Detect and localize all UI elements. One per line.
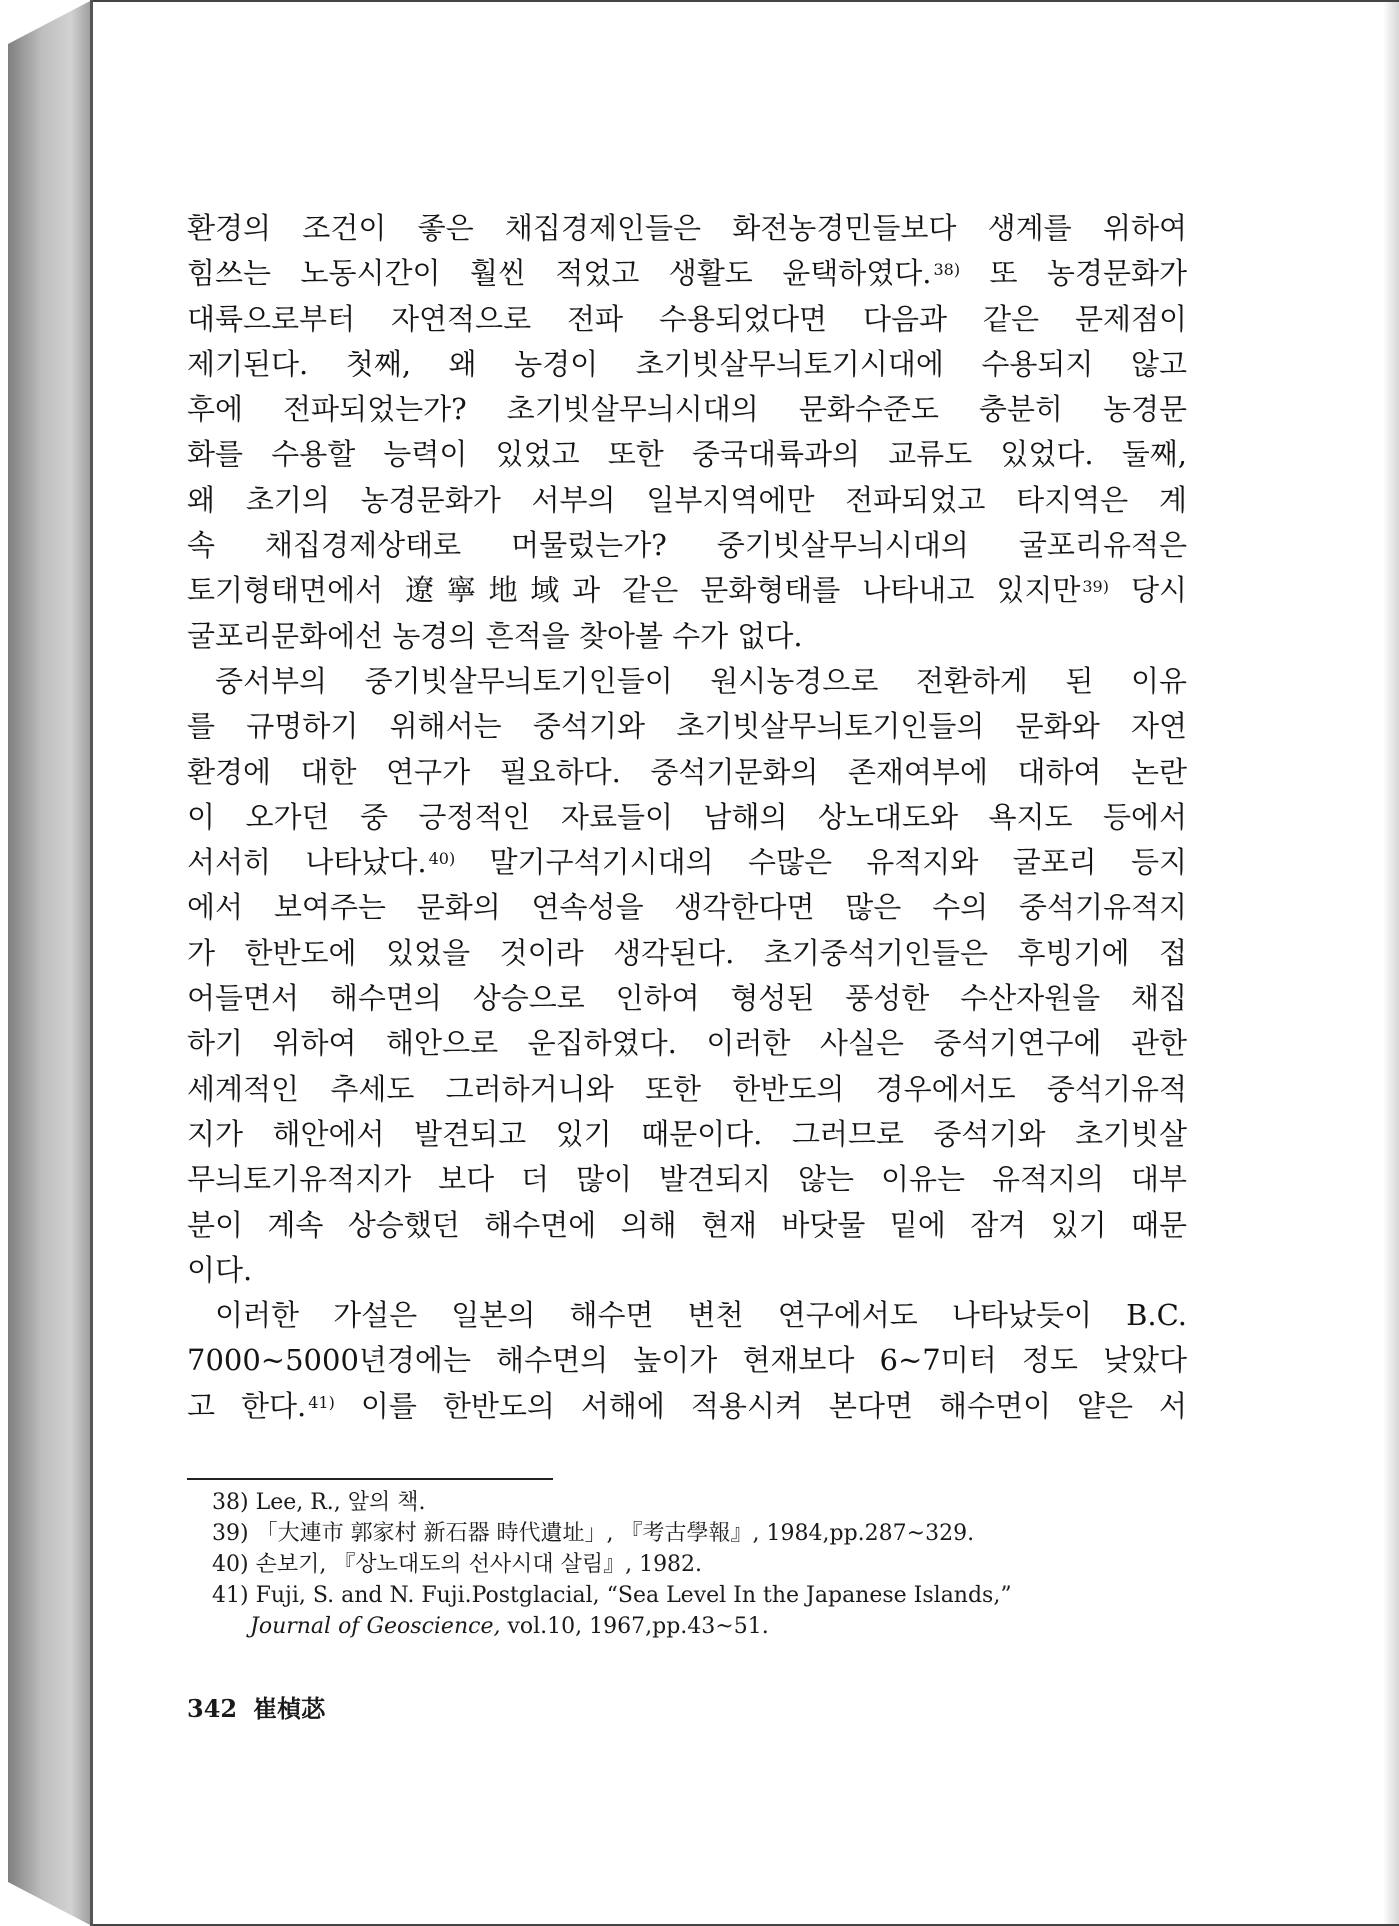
text-line: 힘쓰는 노동시간이 훨씬 적었고 생활도 윤택하였다. $^{38)}$ 또 농경문화가	[187, 256, 1187, 291]
footnote-ref: 39)	[1082, 577, 1109, 597]
text-line: 중서부의 중기빗살무늬토기인들이 원시농경으로 전환하게 된 이유	[215, 663, 1187, 698]
text-line: 환경에 대한 연구가 필요하다. 중석기문화의 존재여부에 대하여 논란	[187, 754, 1187, 789]
footnote-ref: 38)	[933, 260, 961, 280]
text-line: 고 한다. $^{41)}$ 이를 한반도의 서해에 적용시켜 본다면 해수면이 얕은 서	[187, 1388, 1188, 1423]
footnote: 39) 「大連市 郭家村 新石器 時代遺址」, 『考古學報』, 1984,pp.287~329.	[212, 1521, 975, 1546]
footnotes	[212, 1487, 1212, 1642]
text-line: 제기된다. 첫째, 왜 농경이 초기빗살무늬토기시대에 수용되지 않고	[187, 346, 1187, 381]
text-line: 지가 해안에서 발견되고 있기 때문이다. 그러므로 중석기와 초기빗살	[187, 1116, 1187, 1151]
text-line: 어들면서 해수면의 상승으로 인하여 형성된 풍성한 수산자원을 채집	[187, 981, 1187, 1016]
text-line: 환경의 조건이 좋은 채집경제인들은 화전농경민들보다 생계를 위하여	[187, 211, 1187, 245]
footnote: 40) 손보기, 『상노대도의 선사시대 살림』, 1982.	[212, 1552, 703, 1577]
book-spine	[8, 0, 92, 1926]
footnote-ref: 41)	[308, 1392, 335, 1412]
page-folio	[187, 1689, 341, 1724]
text-line: 하기 위하여 해안으로 운집하였다. 이러한 사실은 중석기연구에 관한	[187, 1026, 1187, 1061]
text-line: 후에 전파되었는가? 초기빗살무늬시대의 문화수준도 충분히 농경문	[187, 392, 1187, 427]
footnote-continuation: Journal of Geoscience, vol.10, 1967,pp.43~51.	[250, 1614, 769, 1639]
text-line: 이 오가던 중 긍정적인 자료들이 남해의 상노대도와 욕지도 등에서	[187, 799, 1187, 834]
text-line: 대륙으로부터 자연적으로 전파 수용되었다면 다음과 같은 문제점이	[187, 301, 1187, 336]
text-line: 를 규명하기 위해서는 중석기와 초기빗살무늬토기인들의 문화와 자연	[187, 709, 1187, 744]
text-line: 왜 초기의 농경문화가 서부의 일부지역에만 전파되었고 타지역은 계	[187, 482, 1187, 517]
text-line: 이러한 가설은 일본의 해수면 변천 연구에서도 나타났듯이 B.C.	[215, 1298, 1187, 1333]
text-line: 7000~5000년경에는 해수면의 높이가 현재보다 6~7미터 정도 낮았다	[187, 1343, 1187, 1378]
footnote: 41) Fuji, S. and N. Fuji.Postglacial, “Sea Level In the Japanese Islands,”	[212, 1583, 1012, 1608]
text-line: 토기형태면에서 遼寧地域과 같은 문화형태를 나타내고 있지만 $^{39)}$ 당시	[187, 573, 1188, 608]
text-line: 에서 보여주는 문화의 연속성을 생각한다면 많은 수의 중석기유적지	[187, 890, 1187, 925]
page-number: 342	[187, 1694, 238, 1723]
text-line: 속 채집경제상태로 머물렀는가? 중기빗살무늬시대의 굴포리유적은	[187, 528, 1187, 563]
text-line: 세계적인 추세도 그러하거니와 또한 한반도의 경우에서도 중석기유적	[187, 1071, 1187, 1106]
text-line: 굴포리문화에선 농경의 흔적을 찾아볼 수가 없다.	[187, 618, 803, 653]
running-author: 崔楨苾	[253, 1694, 326, 1723]
text-line: 이다.	[187, 1252, 253, 1287]
page-edge-shadow	[1383, 2, 1399, 1924]
text-line: 서서히 나타났다. $^{40)}$ 말기구석기시대의 수많은 유적지와 굴포리 등지	[187, 845, 1187, 880]
text-line: 가 한반도에 있었을 것이라 생각된다. 초기중석기인들은 후빙기에 접	[187, 935, 1187, 970]
text-line: 분이 계속 상승했던 해수면에 의해 현재 바닷물 밑에 잠겨 있기 때문	[187, 1207, 1187, 1242]
footnote: 38) Lee, R., 앞의 책.	[212, 1490, 426, 1515]
footnote-ref: 40)	[428, 849, 456, 869]
footnote-rule	[187, 1478, 553, 1480]
text-line: 화를 수용할 능력이 있었고 또한 중국대륙과의 교류도 있었다. 둘째,	[187, 437, 1187, 472]
text-line: 무늬토기유적지가 보다 더 많이 발견되지 않는 이유는 유적지의 대부	[187, 1162, 1187, 1197]
body-text	[187, 206, 1187, 1429]
